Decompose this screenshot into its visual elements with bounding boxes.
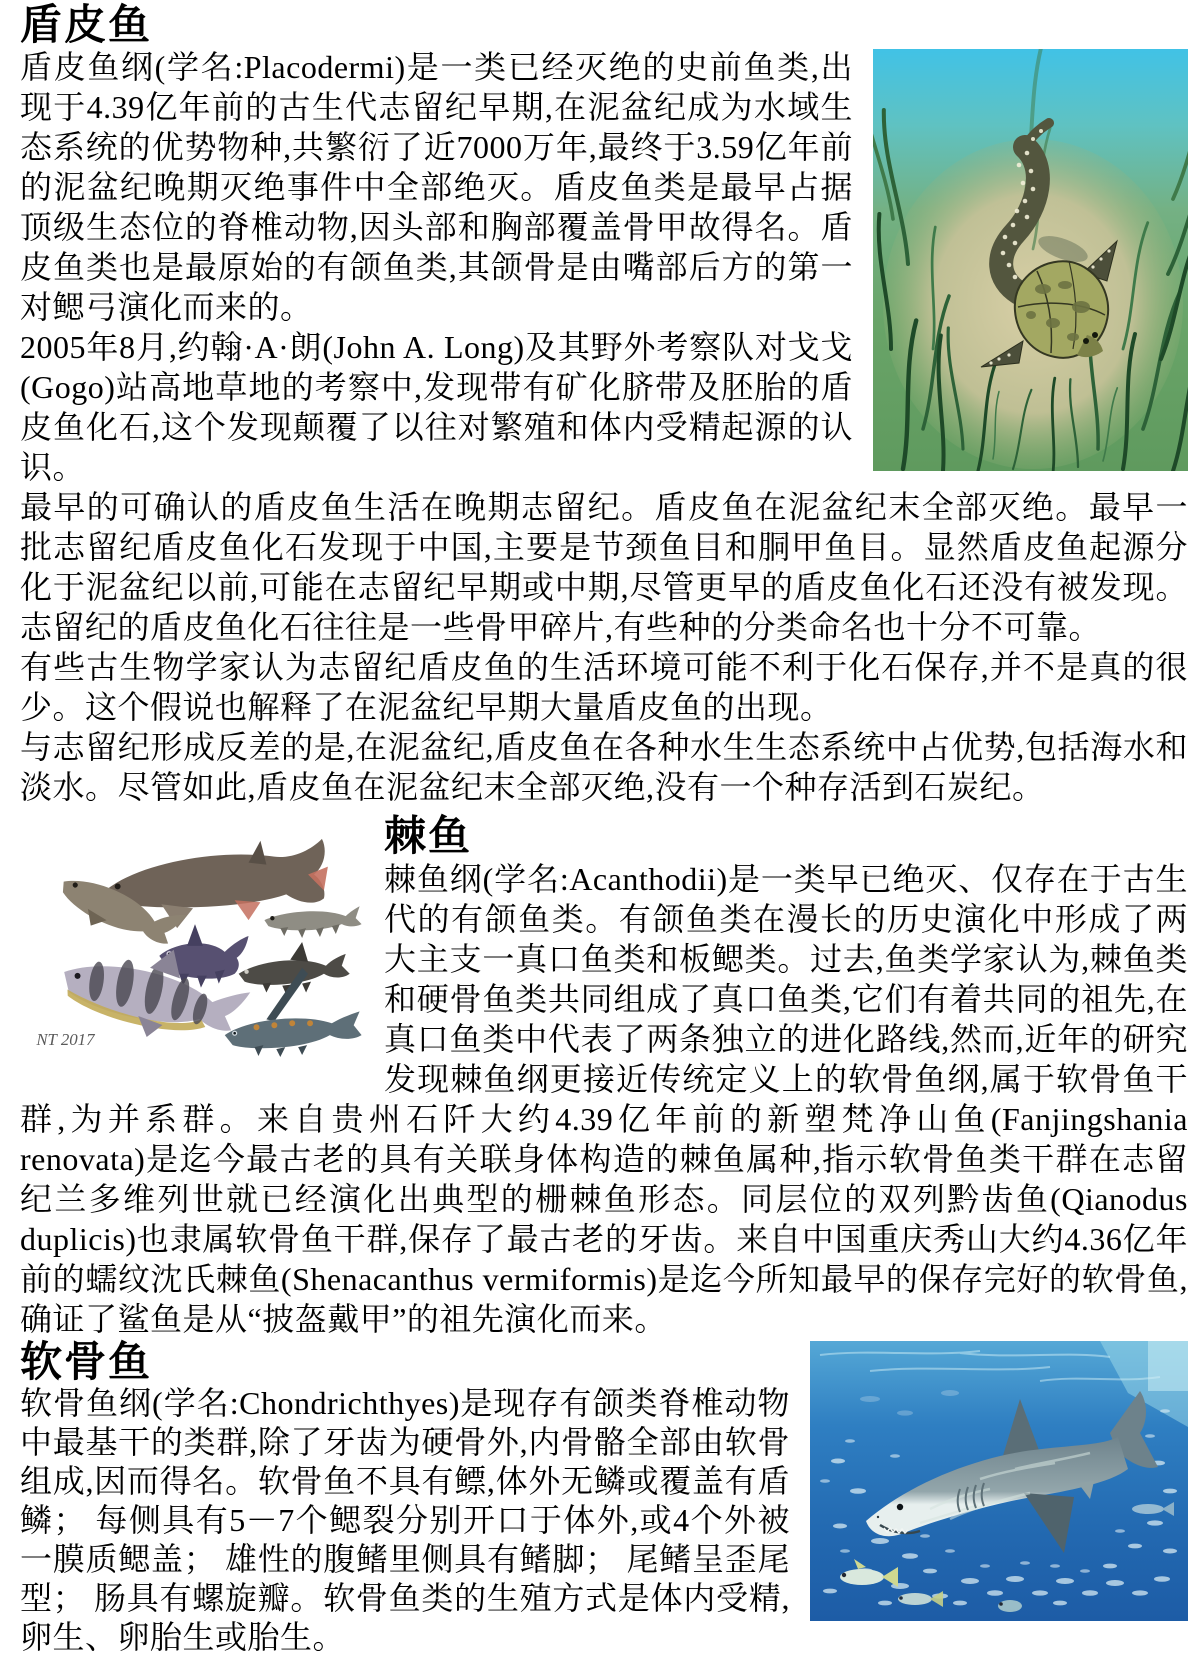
- section-title-acanthodii: 棘鱼: [384, 811, 473, 861]
- figure-shark: [810, 1341, 1188, 1621]
- paragraph: 有些古生物学家认为志留纪盾皮鱼的生活环境可能不利于化石保存,并不是真的很少。这个假说也解释了在泥盆纪早期大量盾皮鱼的出现。: [20, 649, 1188, 726]
- section-acanthodii: [20, 813, 1188, 1338]
- figure-acanthodians: [20, 817, 370, 1057]
- section-title-placodermi: 盾皮鱼: [20, 0, 153, 49]
- paragraph: 最早的可确认的盾皮鱼生活在晚期志留纪。盾皮鱼在泥盆纪末全部灭绝。最早一批志留纪盾皮鱼化石发现于中国,主要是节颈鱼目和胴甲鱼目。显然盾皮鱼起源分化于泥盆纪以前,可能在志留纪早期或中期,尽管更早的盾皮鱼化石还没有被发现。志留纪的盾皮鱼化石往往是一些骨甲碎片,有些种的分类命名也十分不可靠。: [20, 489, 1188, 646]
- section-placodermi: [20, 2, 1188, 807]
- section-title-chondrichthyes: 软骨鱼: [20, 1336, 153, 1386]
- section-chondrichthyes: [20, 1336, 1188, 1657]
- paragraph: 棘鱼纲(学名:Acanthodii)是一类早已绝灭、仅存在于古生代的有颌鱼类。有颌鱼类在漫长的历史演化中形成了两大主支一真口鱼类和板鳃类。过去,鱼类学家认为,棘鱼类和硬骨鱼类共同组成了真口鱼类,它们有着共同的祖先,在真口鱼类中代表了两条独立的进化路线,然而,近年的研究发现棘鱼纲更接近传统定义上的软骨鱼纲,属于软骨鱼干群,为并系群。来自贵州石阡大约4.39亿年前的新塑梵净山鱼(Fanjingshania renovata)是迄今最古老的具有关联身体构造的棘鱼属种,指示软骨鱼类干群在志留纪兰多维列世就已经演化出典型的栅棘鱼形态。同层位的双列黔齿鱼(Qianodus duplicis)也隶属软骨鱼干群,保存了最古老的牙齿。来自中国重庆秀山大约4.36亿年前的蠕纹沈氏棘鱼(Shenacanthus vermiformis)是迄今所知最早的保存完好的软骨鱼,确证了鲨鱼是从“披盔戴甲”的祖先演化而来。: [20, 860, 1188, 1337]
- paragraph: 2005年8月,约翰·A·朗(John A. Long)及其野外考察队对戈戈(Gogo)站高地草地的考察中,发现带有矿化脐带及胚胎的盾皮鱼化石,这个发现颠覆了以往对繁殖和体内受精起源的认识。: [20, 329, 853, 486]
- paragraph: 盾皮鱼纲(学名:Placodermi)是一类已经灭绝的史前鱼类,出现于4.39亿年前的古生代志留纪早期,在泥盆纪成为水域生态系统的优势物种,共繁衍了近7000万年,最终于3.59亿年前的泥盆纪晚期灭绝事件中全部绝灭。盾皮鱼类是最早占据顶级生态位的脊椎动物,因头部和胸部覆盖骨甲故得名。盾皮鱼类也是最原始的有颌鱼类,其颌骨是由嘴部后方的第一对鳃弓演化而来的。: [20, 49, 853, 326]
- paragraph: 与志留纪形成反差的是,在泥盆纪,盾皮鱼在各种水生生态系统中占优势,包括海水和淡水。尽管如此,盾皮鱼在泥盆纪末全部灭绝,没有一个种存活到石炭纪。: [20, 729, 1188, 806]
- placoderm-top-view-illustration: [873, 49, 1188, 471]
- great-white-shark-photo: [810, 1341, 1188, 1621]
- acanthodian-fishes-illustration: [20, 817, 370, 1057]
- paragraph: 软骨鱼纲(学名:Chondrichthyes)是现存有颌类脊椎动物中最基干的类群,除了牙齿为硬骨外,内骨骼全部由软骨组成,因而得名。软骨鱼不具有鳔,体外无鳞或覆盖有盾鳞； 每侧具有5－7个鳃裂分别开口于体外,或4个外被一膜质鳃盖； 雄性的腹鳍里侧具有鳍脚； 尾鳍呈歪尾型； 肠具有螺旋瓣。软骨鱼类的生殖方式是体内受精,卵生、卵胎生或胎生。: [20, 1385, 790, 1656]
- artist-signature: NT 2017: [36, 1030, 95, 1050]
- figure-placoderm: [873, 49, 1188, 471]
